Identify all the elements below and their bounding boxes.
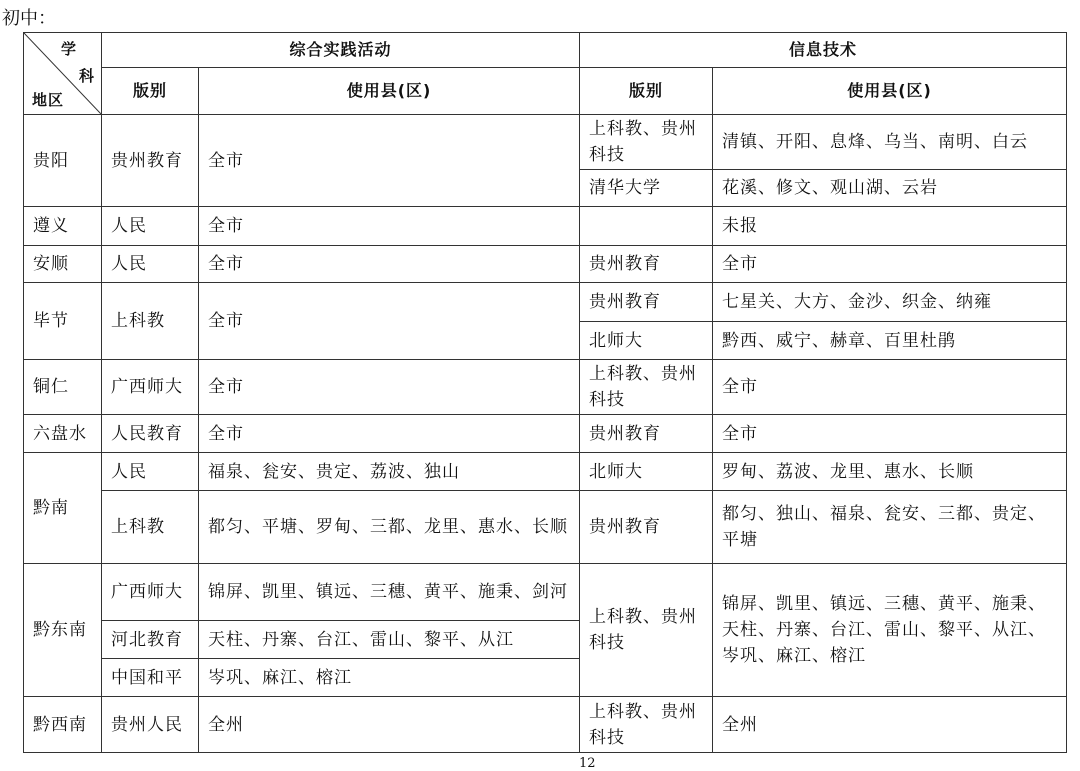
region-cell: 黔南 (24, 453, 102, 564)
table-row (24, 491, 1067, 564)
counties-cell: 都匀、独山、福泉、瓮安、三都、贵定、平塘 (713, 491, 1067, 564)
a-counties-header: 使用县(区) (199, 68, 580, 115)
edition-cell: 上科教 (102, 491, 199, 564)
b-edition-header: 版别 (580, 68, 713, 115)
page-number: 12 (579, 756, 596, 771)
edition-cell: 上科教、贵州科技 (580, 360, 713, 415)
edition-cell: 上科教 (102, 283, 199, 360)
counties-cell: 清镇、开阳、息烽、乌当、南明、白云 (713, 115, 1067, 170)
table-row (24, 207, 1067, 246)
counties-cell: 全市 (199, 207, 580, 246)
edition-cell (580, 207, 713, 246)
region-cell: 六盘水 (24, 415, 102, 453)
edition-cell: 清华大学 (580, 170, 713, 207)
counties-cell: 福泉、瓮安、贵定、荔波、独山 (199, 453, 580, 491)
counties-cell: 锦屏、凯里、镇远、三穗、黄平、施秉、天柱、丹寨、台江、雷山、黎平、从江、岑巩、麻江、榕江 (713, 564, 1067, 697)
table-row (24, 246, 1067, 283)
edition-cell: 上科教、贵州科技 (580, 697, 713, 753)
header-row-subjects (24, 33, 1067, 68)
counties-cell: 全市 (199, 246, 580, 283)
counties-cell: 全市 (199, 360, 580, 415)
edition-cell: 人民 (102, 246, 199, 283)
edition-cell: 上科教、贵州科技 (580, 564, 713, 697)
counties-cell: 全市 (199, 415, 580, 453)
counties-cell: 都匀、平塘、罗甸、三都、龙里、惠水、长顺 (199, 491, 580, 564)
region-cell: 毕节 (24, 283, 102, 360)
counties-cell: 罗甸、荔波、龙里、惠水、长顺 (713, 453, 1067, 491)
counties-cell: 全市 (713, 415, 1067, 453)
textbook-edition-table (23, 32, 1067, 753)
counties-cell: 全市 (713, 246, 1067, 283)
edition-cell: 贵州教育 (102, 115, 199, 207)
counties-cell: 全市 (199, 283, 580, 360)
counties-cell: 花溪、修文、观山湖、云岩 (713, 170, 1067, 207)
table-row (24, 564, 1067, 621)
counties-cell: 全市 (199, 115, 580, 207)
corner-region-label: 地区 (32, 91, 65, 109)
table-row (24, 415, 1067, 453)
edition-cell: 北师大 (580, 453, 713, 491)
counties-cell: 全州 (713, 697, 1067, 753)
region-cell: 铜仁 (24, 360, 102, 415)
edition-cell: 人民教育 (102, 415, 199, 453)
edition-cell: 广西师大 (102, 360, 199, 415)
a-edition-header: 版别 (102, 68, 199, 115)
edition-cell: 上科教、贵州科技 (580, 115, 713, 170)
edition-cell: 中国和平 (102, 659, 199, 697)
edition-cell: 人民 (102, 207, 199, 246)
region-cell: 黔西南 (24, 697, 102, 753)
table-row (24, 453, 1067, 491)
region-cell: 贵阳 (24, 115, 102, 207)
subject-b-header: 信息技术 (580, 33, 1067, 68)
edition-cell: 贵州教育 (580, 415, 713, 453)
corner-subject-label-1: 学 (60, 40, 77, 58)
edition-cell: 广西师大 (102, 564, 199, 621)
table-row (24, 283, 1067, 322)
edition-cell: 贵州教育 (580, 246, 713, 283)
edition-cell: 河北教育 (102, 621, 199, 659)
edition-cell: 贵州教育 (580, 283, 713, 322)
counties-cell: 七星关、大方、金沙、织金、纳雍 (713, 283, 1067, 322)
header-row-columns (24, 68, 1067, 115)
table-row (24, 115, 1067, 170)
edition-cell: 人民 (102, 453, 199, 491)
section-title: 初中： (2, 8, 56, 29)
counties-cell: 天柱、丹寨、台江、雷山、黎平、从江 (199, 621, 580, 659)
subject-a-header: 综合实践活动 (102, 33, 580, 68)
table-row (24, 697, 1067, 753)
edition-cell: 北师大 (580, 322, 713, 360)
b-counties-header: 使用县(区) (713, 68, 1067, 115)
counties-cell: 锦屏、凯里、镇远、三穗、黄平、施秉、剑河 (199, 564, 580, 621)
counties-cell: 岑巩、麻江、榕江 (199, 659, 580, 697)
counties-cell: 全州 (199, 697, 580, 753)
counties-cell: 全市 (713, 360, 1067, 415)
region-cell: 黔东南 (24, 564, 102, 697)
counties-cell: 黔西、威宁、赫章、百里杜鹃 (713, 322, 1067, 360)
region-cell: 遵义 (24, 207, 102, 246)
region-cell: 安顺 (24, 246, 102, 283)
edition-cell: 贵州人民 (102, 697, 199, 753)
header-corner-cell (24, 33, 102, 115)
table-row (24, 360, 1067, 415)
counties-cell: 未报 (713, 207, 1067, 246)
edition-cell: 贵州教育 (580, 491, 713, 564)
corner-subject-label-2: 科 (78, 67, 95, 85)
